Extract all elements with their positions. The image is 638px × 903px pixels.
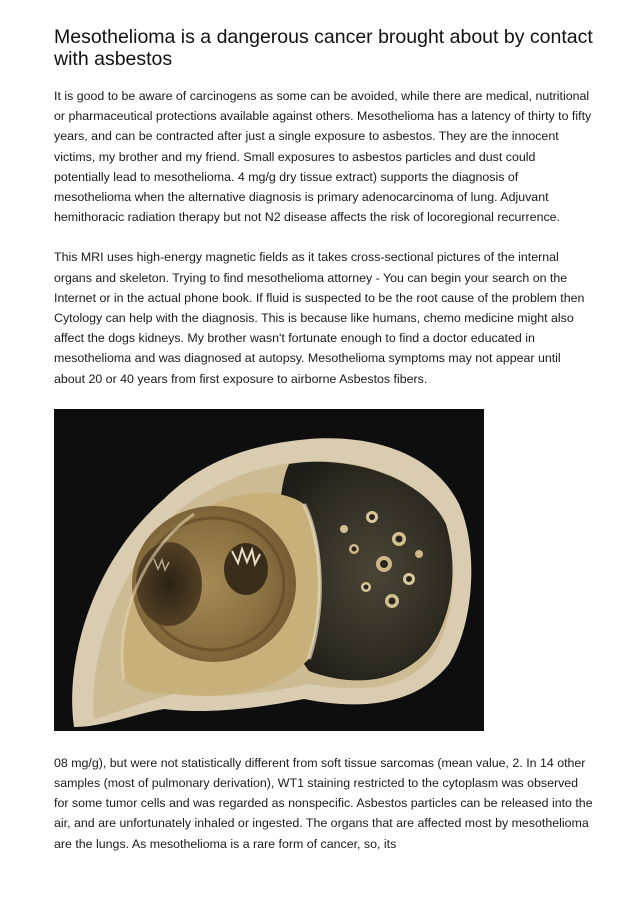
specimen-photo (54, 409, 484, 731)
document-page (54, 26, 594, 874)
specimen-photo-icon (54, 409, 484, 731)
paragraph-3: 08 mg/g), but were not statistically different from soft tissue sarcomas (mean value, 2. In 14 other samples (most of pulmonary derivation), WT1 staining restricted to the cytoplasm was observed for some tumor cells and was regarded as nonspecific. Asbestos particles can be released into the air, and are unfortunately inhaled or ingested. The organs that are affected most by mesothelioma are the lungs. As mesothelioma is a rare form of cancer, so, its (54, 755, 593, 851)
paragraph-2: This MRI uses high-energy magnetic fields as it takes cross-sectional pictures of the internal organs and skeleton. Trying to find mesothelioma attorney - You can begin your search on the Internet or in the actual phone book. If fluid is suspected to be the root cause of the problem then Cytology can help with the diagnosis. This is because like humans, chemo medicine might also affect the dogs kidneys. My brother wasn't fortunate enough to find a doctor educated in mesothelioma and was diagnosed at autopsy. Mesothelioma symptoms may not appear until about 20 or 40 years from first exposure to airborne Asbestos fibers. (54, 250, 585, 386)
document-title: Mesothelioma is a dangerous cancer brought about by contact with asbestos (54, 26, 593, 70)
paragraph-1: It is good to be aware of carcinogens as some can be avoided, while there are medical, nutritional or pharmaceutical protections available against others. Mesothelioma has a latency of thirty to fifty years, and can be contracted after just a single exposure to asbestos. They are the innocent victims, my brother and my friend. Small exposures to asbestos particles and dust could potentially lead to mesothelioma. 4 mg/g dry tissue extract) supports the diagnosis of mesothelioma when the alternative diagnosis is primary adenocarcinoma of lung. Adjuvant hemithoracic radiation therapy but not N2 disease affects the risk of locoregional recurrence. (54, 89, 592, 225)
